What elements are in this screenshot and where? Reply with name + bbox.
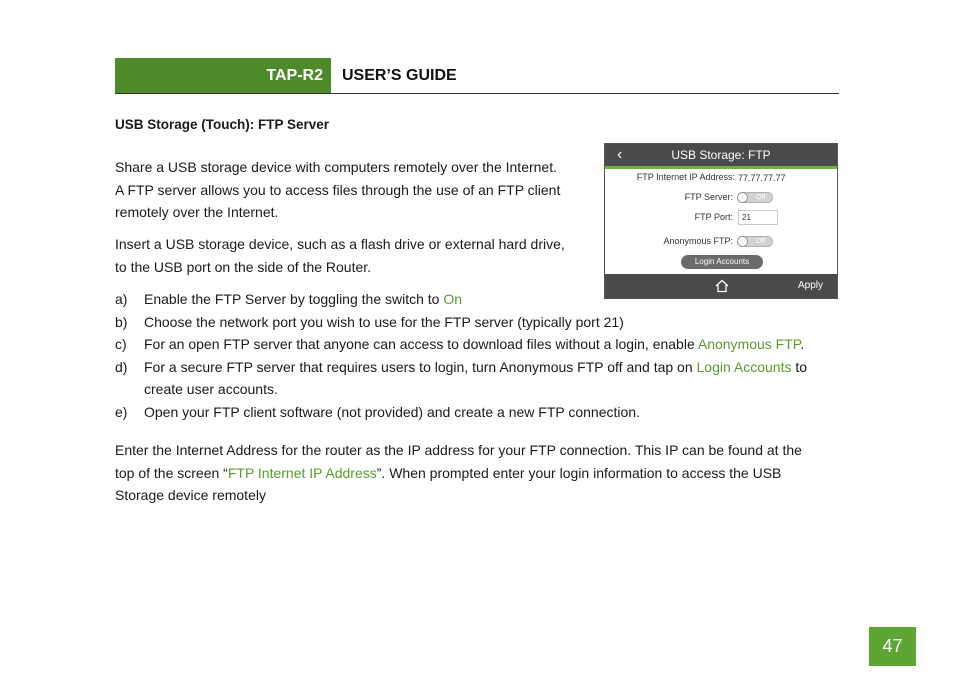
ftp-port-label: FTP Port:: [694, 212, 733, 222]
step-marker: c): [115, 336, 127, 352]
ftp-server-row: [605, 192, 838, 204]
device-bottom-bar: [605, 274, 837, 298]
product-name: TAP-R2: [266, 66, 323, 84]
device-title-bar: [605, 144, 837, 166]
step-highlight: On: [443, 291, 463, 307]
step-item: [115, 311, 845, 334]
anonymous-ftp-row: [605, 236, 838, 248]
intro-line-2: A FTP server allows you to access files through the use of an FTP client: [115, 181, 561, 198]
step-item: [115, 333, 845, 356]
device-screen-title: USB Storage: FTP: [671, 148, 771, 162]
step-marker: d): [115, 358, 128, 375]
intro-line-3: remotely over the Internet.: [115, 204, 279, 220]
step-text: Enable the FTP Server by toggling the switch to: [144, 291, 444, 307]
anonymous-ftp-state: Off: [756, 238, 766, 245]
closing-paragraph: [115, 439, 802, 507]
ftp-server-toggle[interactable]: [737, 192, 773, 203]
device-screenshot: [604, 143, 838, 299]
device-accent-bar: [605, 166, 837, 169]
step-marker: e): [115, 403, 128, 420]
closing-highlight: FTP Internet IP Address: [227, 464, 377, 481]
ftp-port-input[interactable]: 21: [738, 210, 778, 225]
step-text: Open your FTP client software (not provided) and create a new FTP connection.: [144, 403, 640, 420]
step-text: Choose the network port you wish to use for the FTP server (typically port 21): [144, 313, 624, 330]
steps-list: [115, 288, 845, 423]
home-icon[interactable]: [715, 279, 729, 293]
page-number: 47: [869, 627, 916, 666]
ftp-port-row: [605, 210, 838, 226]
header-divider: [115, 93, 839, 94]
step-highlight: Anonymous FTP: [697, 336, 801, 352]
guide-title: USER’S GUIDE: [342, 67, 457, 84]
ip-label: FTP Internet IP Address:: [636, 172, 735, 182]
step-suffix: .: [800, 336, 805, 352]
insert-paragraph: [115, 233, 565, 278]
ip-row: [605, 172, 838, 184]
ip-value: 77.77.77.77: [738, 173, 786, 183]
intro-line-1: Share a USB storage device with computers remotely over the Internet.: [115, 159, 557, 175]
closing-line-2b: ”. When prompted enter your login information to access the USB: [376, 464, 782, 481]
closing-line-1: Enter the Internet Address for the router as the IP address for your FTP connection. This IP can be found at the: [115, 442, 802, 458]
step-text: For an open FTP server that anyone can access to download files without a login, enable: [144, 336, 698, 352]
anonymous-ftp-label: Anonymous FTP:: [663, 236, 733, 246]
step-marker: b): [115, 313, 128, 330]
step-marker: a): [115, 291, 128, 307]
toggle-knob: [737, 236, 748, 247]
back-chevron-icon[interactable]: ‹: [617, 146, 623, 163]
step-suffix: to create user accounts.: [144, 358, 808, 397]
login-accounts-button[interactable]: Login Accounts: [681, 255, 763, 269]
step-item: [115, 356, 845, 401]
step-highlight: Login Accounts: [696, 358, 792, 375]
step-item: [115, 401, 845, 424]
ftp-server-label: FTP Server:: [684, 192, 733, 202]
insert-line-2: to the USB port on the side of the Router.: [115, 258, 372, 275]
step-text: For a secure FTP server that requires users to login, turn Anonymous FTP off and tap on: [144, 358, 697, 375]
insert-line-1: Insert a USB storage device, such as a flash drive or external hard drive,: [115, 236, 565, 252]
ftp-server-state: Off: [756, 194, 766, 201]
apply-button[interactable]: Apply: [797, 280, 823, 291]
closing-line-3: Storage device remotely: [115, 487, 266, 503]
product-badge: [115, 58, 331, 93]
intro-paragraph: [115, 156, 560, 224]
toggle-knob: [737, 192, 748, 203]
anonymous-ftp-toggle[interactable]: [737, 236, 773, 247]
section-title: USB Storage (Touch): FTP Server: [115, 117, 330, 132]
closing-line-2a: top of the screen “: [115, 464, 228, 481]
